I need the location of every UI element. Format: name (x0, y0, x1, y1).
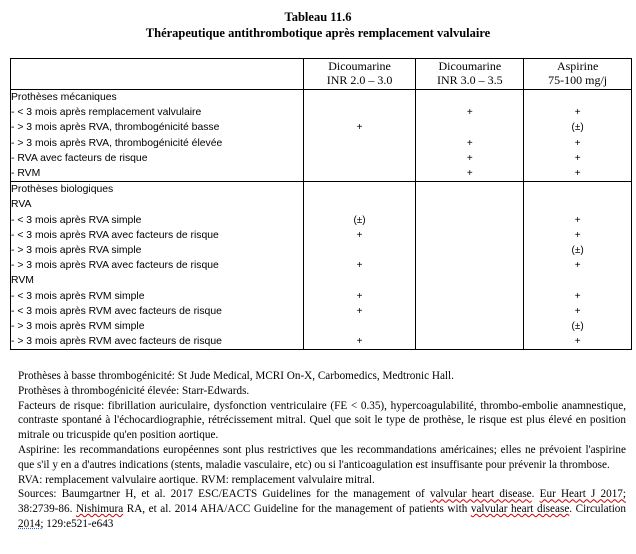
cell-c1 (303, 182, 416, 198)
row-label: - > 3 mois après RVA avec facteurs de risque (11, 258, 304, 273)
cell-c1 (303, 105, 416, 120)
table-row (11, 289, 632, 304)
cell-c2 (416, 213, 524, 228)
table-header-row (11, 59, 632, 90)
cell-c3: + (524, 136, 632, 151)
row-label: - < 3 mois après remplacement valvulaire (11, 105, 304, 120)
cell-c1: + (303, 304, 416, 319)
row-label: - < 3 mois après RVA simple (11, 213, 304, 228)
table-title-block (0, 9, 636, 41)
cell-c2 (416, 182, 524, 198)
note-sources: Sources: Baumgartner H, et al. 2017 ESC/EACTS Guidelines for the management of valvular heart disease. Eur Heart J 2017; 38:2739-86. Nishimura RA, et al. 2014 AHA/ACC Guideline for the management of patients with valvular heart disease. Circulation 2014; 129:e521-e643 (18, 488, 627, 530)
cell-c3: + (524, 334, 632, 350)
cell-c3: + (524, 304, 632, 319)
cell-c3: + (524, 166, 632, 182)
cell-c2: + (416, 166, 524, 182)
header-col-1: Dicoumarine INR 2.0 – 3.0 (303, 59, 416, 90)
row-label: RVM (11, 273, 304, 288)
cell-c1 (303, 319, 416, 334)
cell-c3: + (524, 151, 632, 166)
table-row (11, 197, 632, 212)
cell-c1 (303, 166, 416, 182)
row-label: Prothèses mécaniques (11, 90, 304, 106)
cell-c3: (±) (524, 243, 632, 258)
biological-group (11, 182, 632, 350)
row-label: - > 3 mois après RVM avec facteurs de risque (11, 334, 304, 350)
table-row (11, 258, 632, 273)
cell-c1 (303, 151, 416, 166)
table-row (11, 228, 632, 243)
cell-c1 (303, 136, 416, 151)
row-label: Prothèses biologiques (11, 182, 304, 198)
cell-c3 (524, 182, 632, 198)
cell-c1: + (303, 334, 416, 350)
cell-c3 (524, 197, 632, 212)
cell-c2 (416, 319, 524, 334)
cell-c1: + (303, 228, 416, 243)
header-col-2: Dicoumarine INR 3.0 – 3.5 (416, 59, 524, 90)
table-row (11, 334, 632, 350)
row-label: - < 3 mois après RVM simple (11, 289, 304, 304)
table-row (11, 182, 632, 198)
cell-c1: + (303, 258, 416, 273)
row-label: - > 3 mois après RVA, thrombogénicité basse (11, 120, 304, 135)
cell-c3: + (524, 213, 632, 228)
row-label: - RVM (11, 166, 304, 182)
cell-c3 (524, 90, 632, 106)
cell-c2 (416, 120, 524, 135)
cell-c3: + (524, 105, 632, 120)
table-row (11, 273, 632, 288)
cell-c3 (524, 273, 632, 288)
row-label: - > 3 mois après RVA, thrombogénicité élevée (11, 136, 304, 151)
row-label: RVA (11, 197, 304, 212)
note-risk-factors: Facteurs de risque: fibrillation auriculaire, dysfonction ventriculaire (FE < 0.35), hypercoagulabilité, thrombo-embolie anamnestique, contraste spontané à l'échocardiographie, rétrécissement mitral. Quel que soit le type de prothèse, le risque est plus élevé en position mitrale ou tricuspide qu'en position aortique. (18, 399, 626, 442)
cell-c2 (416, 243, 524, 258)
therapy-table (10, 58, 632, 350)
table-row (11, 243, 632, 258)
header-blank-cell (11, 59, 304, 90)
table-row (11, 319, 632, 334)
row-label: - > 3 mois après RVA simple (11, 243, 304, 258)
cell-c1 (303, 197, 416, 212)
header-col-3: Aspirine 75-100 mg/j (524, 59, 632, 90)
table-row (11, 120, 632, 135)
cell-c3: + (524, 258, 632, 273)
table-row (11, 166, 632, 182)
row-label: - RVA avec facteurs de risque (11, 151, 304, 166)
cell-c1 (303, 90, 416, 106)
cell-c2: + (416, 151, 524, 166)
cell-c2 (416, 289, 524, 304)
cell-c1: + (303, 289, 416, 304)
cell-c1: + (303, 120, 416, 135)
mechanical-group (11, 90, 632, 182)
cell-c3: (±) (524, 120, 632, 135)
cell-c2 (416, 273, 524, 288)
note-abbreviations: RVA: remplacement valvulaire aortique. RVM: remplacement valvulaire mitral. (18, 473, 375, 486)
table-subtitle: Thérapeutique antithrombotique après remplacement valvulaire (145, 26, 491, 40)
cell-c2 (416, 334, 524, 350)
cell-c3: (±) (524, 319, 632, 334)
table-row (11, 105, 632, 120)
table-row (11, 304, 632, 319)
cell-c1 (303, 243, 416, 258)
note-high-thrombogenicity: Prothèses à thrombogénicité élevée: Starr-Edwards. (18, 384, 250, 397)
cell-c3: + (524, 228, 632, 243)
table-row (11, 90, 632, 106)
cell-c1: (±) (303, 213, 416, 228)
table-row (11, 151, 632, 166)
note-aspirin: Aspirine: les recommandations européennes sont plus restrictives que les recommandations américaines; elles ne prévoient l'aspirine que s'il y en a d'autres indications (stents, maladie vasculaire, etc) ou si l'anticoagulation est insuffisante pour prévenir la thrombose. (18, 443, 626, 471)
cell-c3: + (524, 289, 632, 304)
row-label: - < 3 mois après RVM avec facteurs de risque (11, 304, 304, 319)
cell-c2 (416, 228, 524, 243)
footnotes (18, 369, 626, 532)
note-low-thrombogenicity: Prothèses à basse thrombogénicité: St Jude Medical, MCRI On-X, Carbomedics, Medtronic Hall. (18, 370, 454, 382)
cell-c2 (416, 258, 524, 273)
row-label: - < 3 mois après RVA avec facteurs de risque (11, 228, 304, 243)
cell-c2: + (416, 136, 524, 151)
cell-c2 (416, 197, 524, 212)
row-label: - > 3 mois après RVM simple (11, 319, 304, 334)
table-row (11, 136, 632, 151)
cell-c2 (416, 90, 524, 106)
table-row (11, 213, 632, 228)
cell-c1 (303, 273, 416, 288)
cell-c2 (416, 304, 524, 319)
table-title: Tableau 11.6 (284, 10, 352, 24)
cell-c2: + (416, 105, 524, 120)
